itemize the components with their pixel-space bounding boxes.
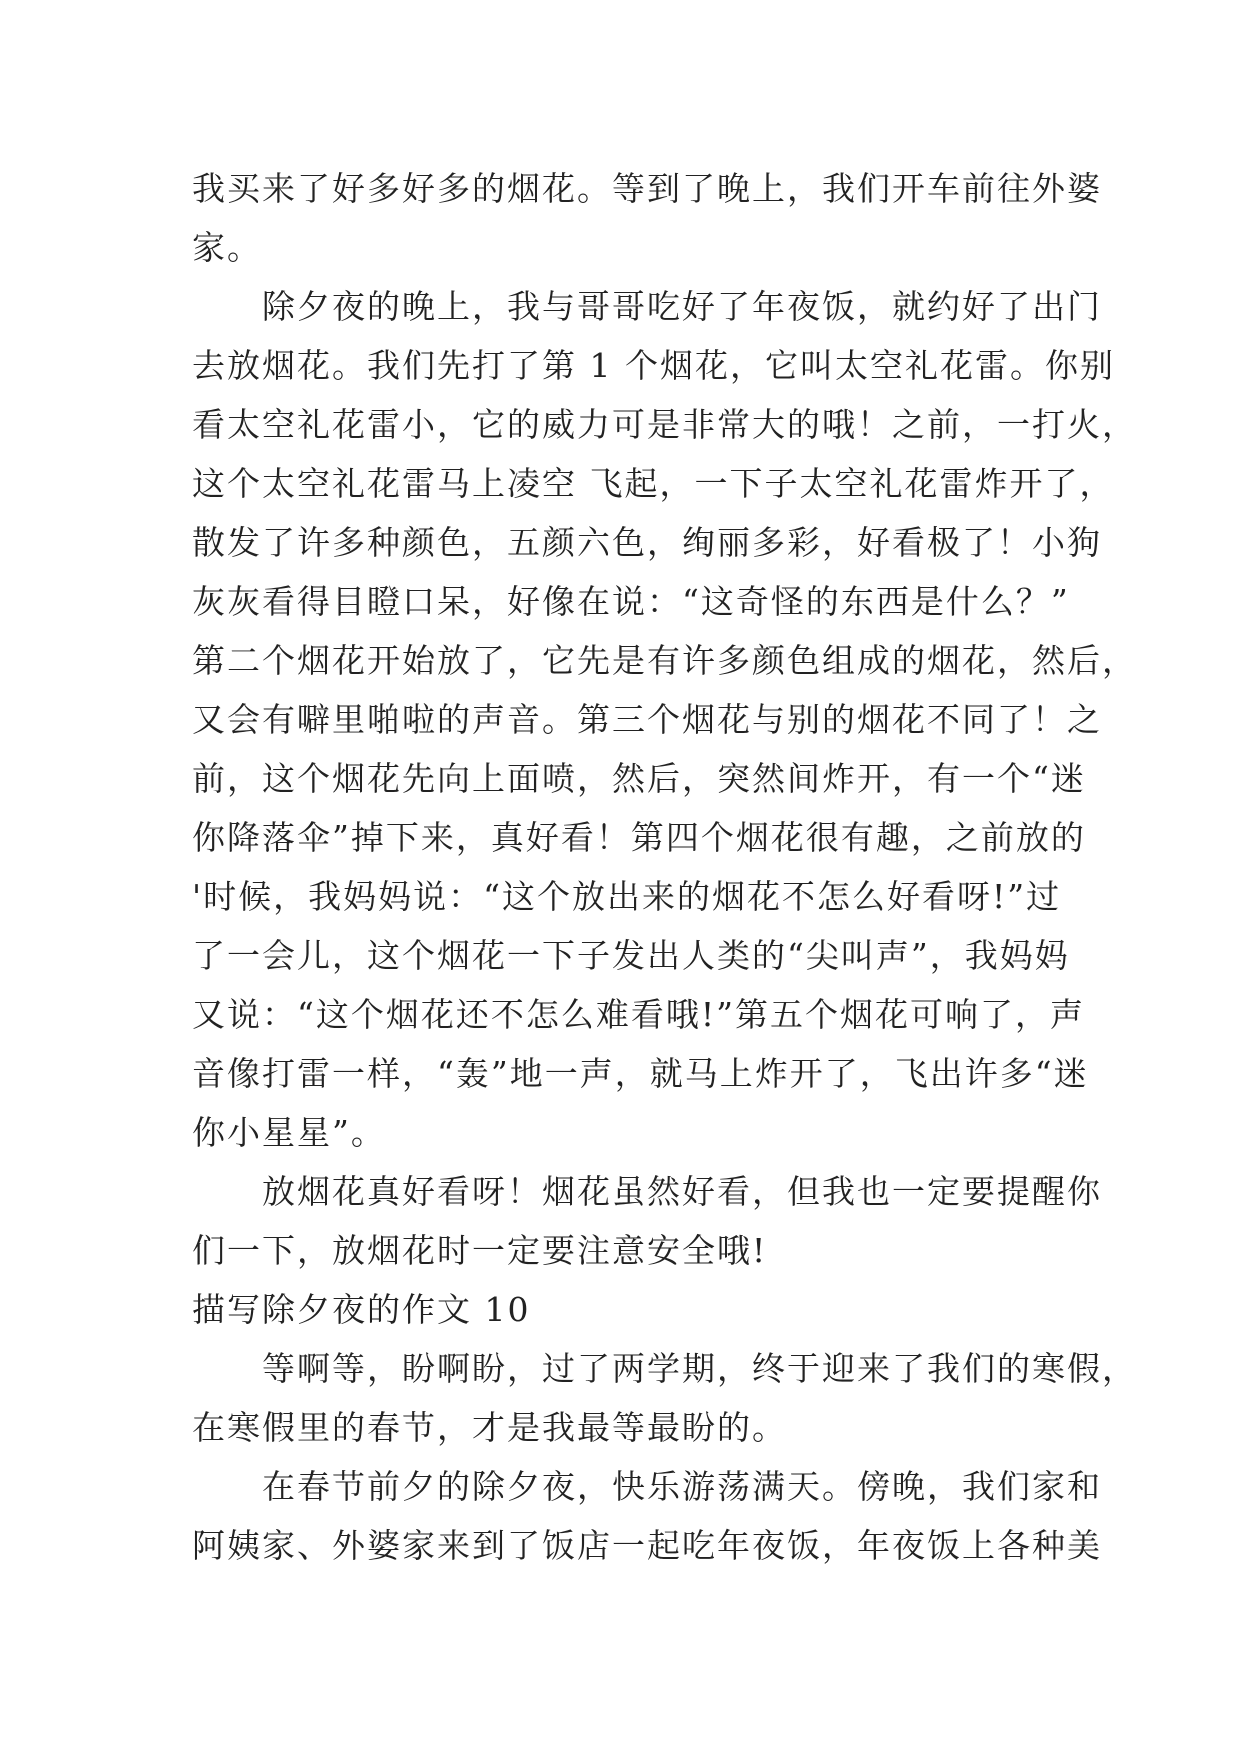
- essay-title: 描写除夕夜的作文 10: [192, 1290, 531, 1329]
- paragraph-start-line: 放烟花真好看呀！烟花虽然好看，但我也一定要提醒你: [192, 1172, 1102, 1211]
- text-line: 又说：“这个烟花还不怎么难看哦!”第五个烟花可响了，声: [192, 995, 1086, 1034]
- text-line: '时候，我妈妈说：“这个放出来的烟花不怎么好看呀!”过: [192, 877, 1062, 916]
- text-line: 去放烟花。我们先打了第 1 个烟花，它叫太空礼花雷。你别: [192, 346, 1115, 385]
- paragraph-start-line: 在春节前夕的除夕夜，快乐游荡满天。傍晚，我们家和: [192, 1467, 1102, 1506]
- paragraph-start-line: 等啊等，盼啊盼，过了两学期，终于迎来了我们的寒假，: [192, 1349, 1137, 1388]
- text-line: 们一下，放烟花时一定要注意安全哦!: [192, 1231, 768, 1270]
- text-line: 这个太空礼花雷马上凌空 飞起，一下子太空礼花雷炸开了，: [192, 464, 1115, 503]
- paragraph-start-line: 除夕夜的晚上，我与哥哥吃好了年夜饭，就约好了出门: [192, 287, 1102, 326]
- text-line: 在寒假里的春节，才是我最等最盼的。: [192, 1408, 787, 1447]
- text-line: 阿姨家、外婆家来到了饭店一起吃年夜饭，年夜饭上各种美: [192, 1526, 1102, 1565]
- text-line: 你降落伞”掉下来，真好看！第四个烟花很有趣，之前放的: [192, 818, 1086, 857]
- text-line: 你小星星”。: [192, 1113, 386, 1152]
- text-line: 灰灰看得目瞪口呆，好像在说：“这奇怪的东西是什么？”: [192, 582, 1070, 621]
- text-line: 音像打雷一样，“轰”地一声，就马上炸开了，飞出许多“迷: [192, 1054, 1089, 1093]
- text-line: 又会有噼里啪啦的声音。第三个烟花与别的烟花不同了！之: [192, 700, 1102, 739]
- text-line: 了一会儿，这个烟花一下子发出人类的“尖叫声”，我妈妈: [192, 936, 1070, 975]
- essay-body: [192, 159, 1137, 1575]
- text-line: 前，这个烟花先向上面喷，然后，突然间炸开，有一个“迷: [192, 759, 1086, 798]
- text-line: 看太空礼花雷小，它的威力可是非常大的哦！之前，一打火，: [192, 405, 1137, 444]
- text-line: 我买来了好多好多的烟花。等到了晚上，我们开车前往外婆: [192, 169, 1102, 208]
- text-line: 散发了许多种颜色，五颜六色，绚丽多彩，好看极了！小狗: [192, 523, 1102, 562]
- text-line: 家。: [192, 228, 262, 267]
- text-line: 第二个烟花开始放了，它先是有许多颜色组成的烟花，然后，: [192, 641, 1137, 680]
